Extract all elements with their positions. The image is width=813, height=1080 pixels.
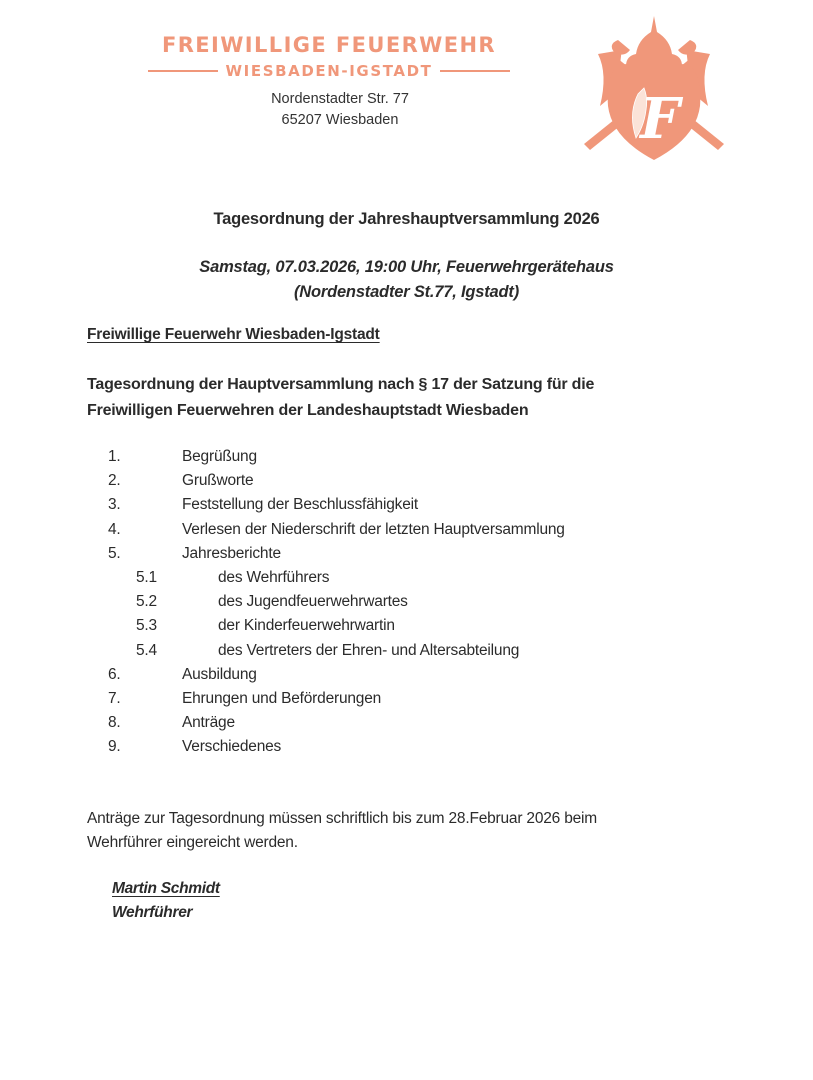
agenda-subitem bbox=[0, 566, 813, 590]
agenda-item-number: 1. bbox=[108, 448, 121, 465]
agenda-item-label: Grußworte bbox=[182, 472, 254, 490]
agenda-subitem-label: des Wehrführers bbox=[218, 568, 330, 586]
agenda-intro bbox=[87, 372, 727, 424]
agenda-item-number: 7. bbox=[108, 689, 121, 707]
agenda-item-label: Ausbildung bbox=[182, 665, 257, 683]
letterhead-address bbox=[230, 89, 450, 131]
logo-letter: F bbox=[640, 86, 680, 152]
document-title: Tagesordnung der Jahreshauptversammlung 2026 bbox=[213, 210, 600, 228]
agenda-item-label: Feststellung der Beschlussfähigkeit bbox=[182, 496, 418, 514]
agenda-item-number: 5. bbox=[108, 544, 121, 562]
agenda-item bbox=[0, 493, 813, 517]
agenda-item-number: 8. bbox=[108, 714, 121, 732]
agenda-subitem bbox=[0, 614, 813, 638]
agenda-list bbox=[0, 445, 813, 759]
agenda-item-label: Jahresberichte bbox=[182, 544, 281, 562]
agenda-item-number: 6. bbox=[108, 665, 121, 683]
agenda-subitem-number: 5.2 bbox=[136, 593, 157, 611]
agenda-item-number: 3. bbox=[108, 496, 121, 514]
letterhead-org-name: FREIWILLIGE FEUERWEHR bbox=[161, 33, 497, 57]
agenda-item bbox=[0, 735, 813, 759]
organization-name: Freiwillige Feuerwehr Wiesbaden-Igstadt bbox=[87, 326, 380, 343]
address-city: 65207 Wiesbaden bbox=[281, 112, 399, 128]
agenda-item-number: 2. bbox=[108, 472, 121, 490]
agenda-item bbox=[0, 469, 813, 493]
signature-name: Martin Schmidt bbox=[112, 880, 220, 897]
agenda-item bbox=[0, 663, 813, 687]
submission-note-line-2: Wehrführer eingereicht werden. bbox=[87, 834, 298, 851]
submission-note bbox=[87, 807, 727, 855]
fire-brigade-emblem-icon bbox=[578, 14, 730, 162]
agenda-subitem-number: 5.3 bbox=[136, 617, 157, 635]
agenda-subitem bbox=[0, 639, 813, 663]
decorative-rule-right bbox=[440, 70, 510, 72]
agenda-subitem-label: der Kinderfeuerwehrwartin bbox=[218, 617, 395, 635]
address-street: Nordenstadter Str. 77 bbox=[271, 91, 409, 107]
decorative-rule-left bbox=[148, 70, 218, 72]
agenda-subitem-number: 5.4 bbox=[136, 641, 157, 659]
agenda-item-number: 4. bbox=[108, 520, 121, 538]
letterhead-location-line bbox=[146, 60, 512, 82]
submission-note-line-1: Anträge zur Tagesordnung müssen schriftlich bis zum 28.Februar 2026 beim bbox=[87, 810, 598, 827]
agenda-item-label: Verlesen der Niederschrift der letzten Hauptversammlung bbox=[182, 520, 565, 538]
agenda-item-number: 9. bbox=[108, 738, 121, 756]
agenda-subitem-number: 5.1 bbox=[136, 568, 157, 586]
agenda-item-label: Anträge bbox=[182, 714, 235, 732]
agenda-intro-line-2: Freiwilligen Feuerwehren der Landeshauptstadt Wiesbaden bbox=[87, 402, 529, 419]
agenda-item bbox=[0, 687, 813, 711]
letterhead-org-location: WIESBADEN-IGSTADT bbox=[225, 62, 433, 80]
agenda-item bbox=[0, 711, 813, 735]
agenda-subitem-label: des Vertreters der Ehren- und Altersabteilung bbox=[218, 641, 520, 659]
event-details bbox=[0, 255, 813, 305]
agenda-item bbox=[0, 445, 813, 469]
agenda-item bbox=[0, 542, 813, 566]
agenda-subitem bbox=[0, 590, 813, 614]
agenda-item-label: Begrüßung bbox=[182, 448, 257, 465]
event-date-time-location: Samstag, 07.03.2026, 19:00 Uhr, Feuerwehrgerätehaus bbox=[199, 258, 614, 276]
agenda-item-label: Ehrungen und Beförderungen bbox=[182, 689, 382, 707]
agenda-subitem-label: des Jugendfeuerwehrwartes bbox=[218, 593, 408, 611]
agenda-item bbox=[0, 518, 813, 542]
agenda-intro-line-1: Tagesordnung der Hauptversammlung nach § 17 der Satzung für die bbox=[87, 376, 595, 393]
event-address: (Nordenstadter St.77, Igstadt) bbox=[293, 283, 520, 301]
signature-role: Wehrführer bbox=[112, 904, 193, 921]
agenda-item-label: Verschiedenes bbox=[182, 738, 282, 756]
